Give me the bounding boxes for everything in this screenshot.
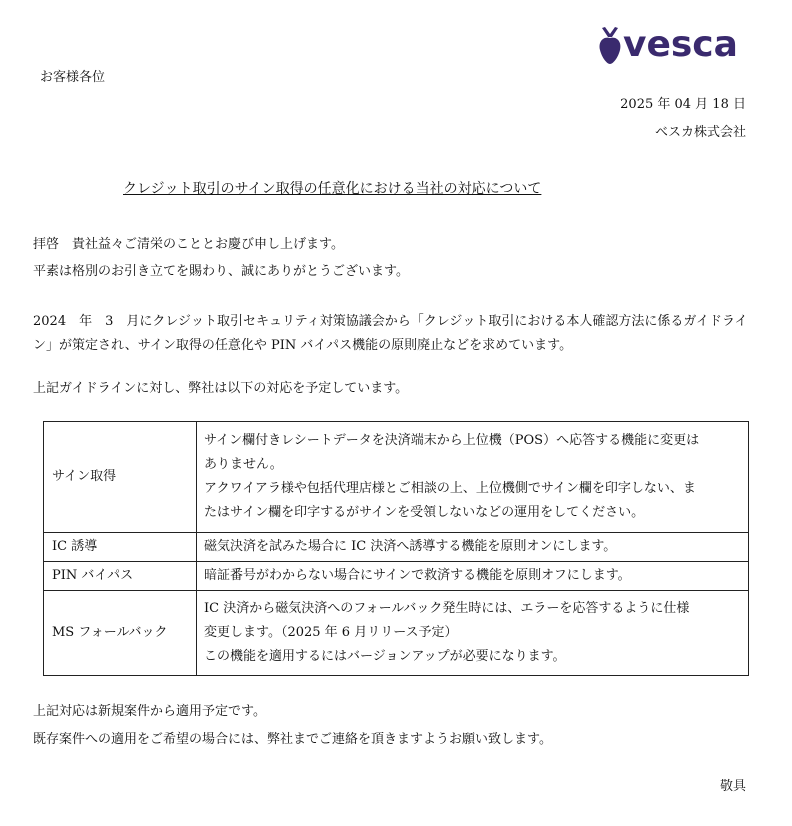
table-row [44, 422, 749, 533]
intro-line-1: 2024 年 3 月にクレジット取引セキュリティ対策協議会から「クレジット取引における本人確認方法に係るガイドライ [33, 314, 748, 329]
detail-line: アクワイアラ様や包括代理店様とご相談の上、上位機側でサイン欄を印字しない、ま [204, 481, 696, 496]
detail-line: 暗証番号がわからない場合にサインで救済する機能を原則オフにします。 [204, 568, 631, 583]
table-row [44, 533, 749, 562]
table-item-cell: IC 誘導 [44, 533, 197, 562]
table-item-cell: MS フォールバック [44, 591, 197, 676]
closing-line-1: 上記対応は新規案件から適用予定です。 [33, 704, 266, 719]
detail-line: この機能を適用するにはバージョンアップが必要になります。 [204, 649, 566, 664]
greeting-line-2: 平素は格別のお引き立てを賜わり、誠にありがとうございます。 [33, 264, 409, 279]
table-detail-cell [197, 533, 749, 562]
document-title: クレジット取引のサイン取得の任意化における当社の対応について [123, 181, 542, 197]
measures-table [43, 421, 749, 676]
issue-date: 2025 年 04 月 18 日 [620, 97, 746, 112]
intro-line-2: ン」が策定され、サイン取得の任意化や PIN バイパス機能の原則廃止などを求めています。 [33, 338, 573, 353]
vesca-mark-icon [597, 24, 623, 66]
lead-text: 上記ガイドラインに対し、弊社は以下の対応を予定しています。 [33, 381, 409, 396]
sign-off: 敬具 [719, 779, 746, 794]
table-item-cell: PIN バイパス [44, 562, 197, 591]
addressee: お客様各位 [40, 70, 106, 85]
detail-line: サイン欄付きレシートデータを決済端末から上位機（POS）へ応答する機能に変更は [204, 433, 700, 448]
greeting-line-1: 拝啓 貴社益々ご清栄のこととお慶び申し上げます。 [33, 237, 344, 252]
detail-line: 変更します。（2025 年 6 月リリース予定） [204, 625, 458, 640]
table-item-cell: サイン取得 [44, 422, 197, 533]
table-detail-cell [197, 422, 749, 533]
table-detail-cell [197, 591, 749, 676]
table-detail-cell [197, 562, 749, 591]
table-row [44, 591, 749, 676]
logo-wordmark: vesca [623, 24, 738, 65]
detail-line: たはサイン欄を印字するがサインを受領しないなどの運用をしてください。 [204, 505, 645, 520]
detail-line: ありません。 [204, 457, 283, 472]
company-name: ベスカ株式会社 [654, 125, 746, 140]
closing-line-2: 既存案件への適用をご希望の場合には、弊社までご連絡を頂きますようお願い致します。 [33, 732, 552, 747]
detail-line: 磁気決済を試みた場合に IC 決済へ誘導する機能を原則オンにします。 [204, 539, 617, 554]
detail-line: IC 決済から磁気決済へのフォールバック発生時には、エラーを応答するように仕様 [204, 601, 690, 616]
table-row [44, 562, 749, 591]
vesca-logo [597, 24, 747, 66]
